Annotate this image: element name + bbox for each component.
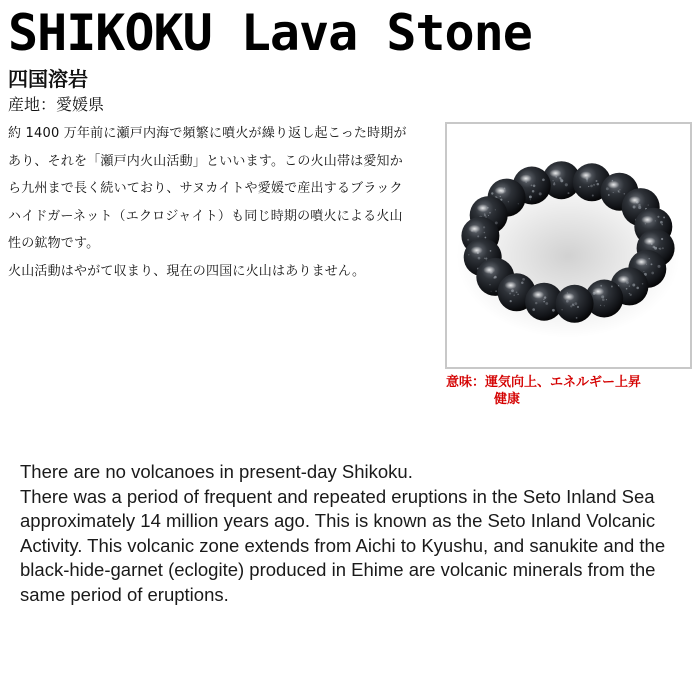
bead-speckle: [632, 284, 635, 287]
bead-speckle: [626, 288, 628, 290]
bead-speckle: [590, 185, 593, 188]
bead-highlight: [549, 169, 561, 177]
bead-speckle: [560, 179, 563, 182]
bead-speckle: [577, 306, 579, 308]
meaning-line-1: 意味：運気向上、エネルギー上昇: [446, 375, 642, 390]
bead-speckle: [618, 190, 620, 192]
bead-speckle: [544, 296, 546, 298]
bead-speckle: [521, 281, 524, 284]
bead-speckle: [660, 221, 663, 224]
bead-speckle: [561, 309, 562, 310]
bead-speckle: [485, 258, 487, 260]
japanese-description: [8, 120, 414, 286]
bead-speckle: [489, 212, 491, 214]
bead-speckle: [597, 183, 600, 186]
bead-speckle: [517, 294, 519, 296]
bead-speckle: [657, 216, 659, 218]
japanese-paragraph-1: 約 1400 万年前に瀬戸内海で頻繁に噴火が繰り返し起こった時期があり、それを「瀬戸内火山活動」といいます。この火山帯は愛知から九州まで長く続いており、サヌカイトや愛媛で産出するブラックハイドガーネット（エクロジャイト）も同じ時期の噴火による火山性の鉱物です。: [8, 126, 407, 252]
bead-highlight: [483, 266, 495, 274]
bead-speckle: [495, 276, 496, 277]
product-photo: [445, 122, 692, 369]
bead-speckle: [495, 290, 497, 292]
bead-speckle: [508, 201, 509, 202]
japanese-subtitle: 四国溶岩: [8, 67, 88, 91]
meaning-note: [446, 374, 698, 408]
bead-speckle: [636, 287, 639, 290]
bead-speckle: [619, 189, 620, 190]
bead-highlight: [629, 196, 641, 204]
bead-speckle: [588, 186, 589, 187]
bead-speckle: [542, 178, 545, 181]
bead-speckle: [606, 187, 609, 190]
bead-highlight: [607, 181, 619, 189]
bead-speckle: [576, 317, 578, 319]
bead-speckle: [602, 299, 605, 302]
bead-speckle: [495, 209, 496, 210]
bead-speckle: [490, 250, 492, 252]
bead-speckle: [468, 254, 469, 255]
bracelet-image: [447, 124, 690, 367]
bead-speckle: [467, 239, 469, 241]
bead-highlight: [617, 275, 629, 283]
bead-speckle: [574, 302, 577, 305]
bead-speckle: [531, 185, 533, 187]
bead-highlight: [635, 258, 647, 266]
bead-speckle: [592, 194, 594, 196]
bead-speckle: [600, 285, 602, 287]
bead-speckle: [570, 305, 572, 307]
bead-speckle: [485, 237, 487, 239]
bead-speckle: [604, 305, 605, 306]
bead-speckle: [552, 309, 555, 312]
bead-speckle: [491, 291, 492, 292]
bead-highlight: [644, 237, 656, 245]
bead-speckle: [565, 183, 568, 186]
bead-speckle: [572, 304, 574, 306]
bead-highlight: [495, 187, 507, 195]
bead-speckle: [509, 293, 511, 295]
bead-speckle: [484, 232, 486, 234]
bead-speckle: [510, 300, 512, 302]
bead-speckle: [606, 299, 607, 300]
bead-speckle: [513, 294, 515, 296]
page-title: SHIKOKU Lava Stone: [8, 4, 532, 62]
bead-speckle: [600, 305, 601, 306]
bead-speckle: [638, 204, 640, 206]
english-description: [20, 460, 690, 607]
bead-speckle: [633, 206, 636, 209]
english-paragraph: There was a period of frequent and repeated eruptions in the Seto Inland Sea approximately 14 million years ago. This is known as the Seto Inland Volcanic Activity. This volcanic zone extends from Aichi to Kyushu, and sanukite and the black-hide-garnet (eclogite) produced in Ehime are volcanic minerals from the same period of eruptions.: [20, 485, 666, 605]
bead-speckle: [535, 302, 537, 304]
bead-speckle: [596, 180, 598, 182]
bead-speckle: [483, 226, 485, 228]
english-line-1: There are no volcanoes in present-day Shikoku.: [20, 461, 413, 482]
japanese-paragraph-2: 火山活動はやがて収まり、現在の四国に火山はありません。: [8, 263, 366, 279]
bead-speckle: [516, 291, 518, 293]
bead-highlight: [505, 281, 517, 289]
bead-speckle: [532, 190, 535, 193]
bead-speckle: [559, 177, 561, 179]
meaning-line-2: 健康: [494, 392, 521, 407]
bead-speckle: [532, 308, 535, 311]
bead-speckle: [624, 193, 626, 195]
bead-speckle: [601, 295, 604, 298]
bead-speckle: [489, 284, 490, 285]
bead-speckle: [642, 283, 644, 285]
bead-speckle: [530, 199, 531, 200]
bead-speckle: [500, 196, 501, 197]
bead-speckle: [553, 183, 555, 185]
bead-speckle: [663, 216, 665, 218]
bead-highlight: [563, 293, 575, 301]
bead-speckle: [643, 271, 644, 272]
bead-speckle: [651, 263, 653, 265]
bead-speckle: [495, 221, 498, 224]
bead-speckle: [653, 246, 656, 249]
bead-speckle: [488, 215, 489, 216]
origin-label: 産地：愛媛県: [8, 95, 105, 114]
bead-speckle: [648, 205, 649, 206]
bead-highlight: [580, 171, 592, 179]
bead-speckle: [484, 213, 486, 215]
bead-speckle: [545, 302, 548, 305]
bead-speckle: [651, 272, 654, 275]
bead-speckle: [608, 194, 610, 196]
bead-speckle: [529, 195, 532, 198]
bead-speckle: [478, 257, 481, 260]
bead-speckle: [661, 238, 663, 240]
bead-speckle: [613, 192, 614, 193]
bead-speckle: [539, 192, 542, 195]
bead-speckle: [491, 192, 493, 194]
bead-speckle: [543, 299, 544, 300]
bead-highlight: [592, 288, 604, 296]
bead-highlight: [477, 204, 489, 212]
bead-speckle: [579, 186, 581, 188]
bead-speckle: [655, 220, 656, 221]
bead-speckle: [511, 289, 514, 292]
bead-highlight: [468, 225, 480, 233]
bead-highlight: [471, 246, 483, 254]
bead-speckle: [533, 185, 536, 188]
bead-speckle: [611, 286, 613, 288]
bead-highlight: [520, 175, 532, 183]
bead-speckle: [543, 301, 544, 302]
bead-speckle: [630, 294, 632, 296]
bead-speckle: [586, 180, 587, 181]
bead-speckle: [661, 224, 663, 226]
bead-speckle: [552, 180, 553, 181]
bead-speckle: [522, 278, 525, 281]
bead-speckle: [629, 286, 630, 287]
bead-speckle: [659, 248, 660, 249]
bead-speckle: [648, 258, 649, 259]
bead-speckle: [477, 235, 479, 237]
bead-speckle: [638, 206, 641, 209]
bead-speckle: [657, 265, 660, 268]
bead-speckle: [662, 247, 664, 249]
bead-speckle: [518, 203, 519, 204]
bead-speckle: [593, 184, 595, 186]
bead-highlight: [532, 291, 544, 299]
bead-speckle: [629, 293, 630, 294]
bead-highlight: [641, 216, 653, 224]
bead-speckle: [568, 192, 570, 194]
bead-speckle: [484, 258, 485, 259]
